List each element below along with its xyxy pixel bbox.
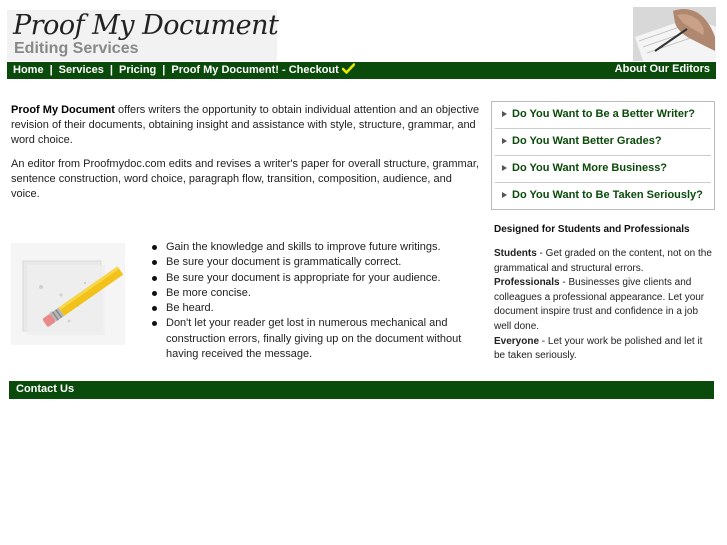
menu-item-label: Do You Want to Be Taken Seriously? [512,189,703,202]
arrow-right-icon [502,165,507,171]
nav-separator: | [109,63,113,76]
list-item: Gain the knowledge and skills to improve future writings. [152,240,482,255]
everyone-description: - Let your work be polished and let it be taken seriously. [494,335,703,362]
designed-for-heading: Designed for Students and Professionals [494,224,690,235]
audience-descriptions [494,247,716,364]
logo-subtitle: Editing Services [14,40,139,57]
checkmark-icon [342,63,355,77]
list-item: Be sure your document is appropriate for your audience. [152,271,482,286]
intro-text [11,103,483,211]
nav-services[interactable]: Services [58,63,104,76]
menu-item-better-grades[interactable] [495,129,711,156]
professionals-description: - Businesses give clients and colleagues a professional appearance. Let your document inspire trust and confidence in a job well done. [494,277,705,332]
menu-item-label: Do You Want More Business? [512,162,668,175]
menu-item-taken-seriously[interactable] [495,183,711,209]
arrow-right-icon [502,138,507,144]
eraser-pencil-image [11,243,125,345]
nav-home[interactable]: Home [13,63,44,76]
logo-title: Proof My Document [13,10,279,41]
logo[interactable] [7,10,277,61]
students-text [494,247,716,276]
nav-about-editors[interactable]: About Our Editors [614,63,710,75]
nav-separator: | [49,63,53,76]
everyone-label: Everyone [494,335,540,347]
professionals-label: Professionals [494,277,560,289]
everyone-text [494,335,716,364]
nav-pricing[interactable]: Pricing [118,63,157,76]
list-item: Don't let your reader get lost in numerous mechanical and construction errors, finally giving up on the document without having received the message. [152,316,482,362]
contact-us-link[interactable]: Contact Us [16,383,75,395]
list-item: Be sure your document is grammatically correct. [152,255,482,270]
menu-item-label: Do You Want Better Grades? [512,135,662,148]
main-nav [7,62,716,79]
students-label: Students [494,248,537,259]
intro-paragraph-1 [11,103,483,148]
students-description: - Get graded on the content, not on the grammatical and structural errors. [494,248,712,274]
intro-paragraph-2: An editor from Proofmydoc.com edits and revises a writer's paper for overall structure, grammar, sentence construction, word choice, paragraph flow, transition, composition, audience, and voice. [11,158,479,200]
nav-separator: | [162,63,166,76]
menu-item-label: Do You Want to Be a Better Writer? [512,108,695,121]
arrow-right-icon [502,111,507,117]
professionals-text [494,276,716,334]
brand-name: Proof My Document [11,104,115,116]
list-item: Be more concise. [152,286,482,301]
list-item: Be heard. [152,301,482,316]
nav-checkout[interactable]: Proof My Document! - Checkout [171,63,339,76]
intro-p1-text: offers writers the opportunity to obtain individual attention and an objective revision of their documents, obtaining insight and assistance with style, structure, grammar, and word choice. [11,104,480,146]
contact-bar [9,381,714,399]
menu-item-more-business[interactable] [495,156,711,183]
sidebar-menu [491,101,715,210]
writing-hand-photo [633,7,716,61]
menu-item-better-writer[interactable] [495,102,711,129]
arrow-right-icon [502,192,507,198]
benefits-list [152,240,482,362]
